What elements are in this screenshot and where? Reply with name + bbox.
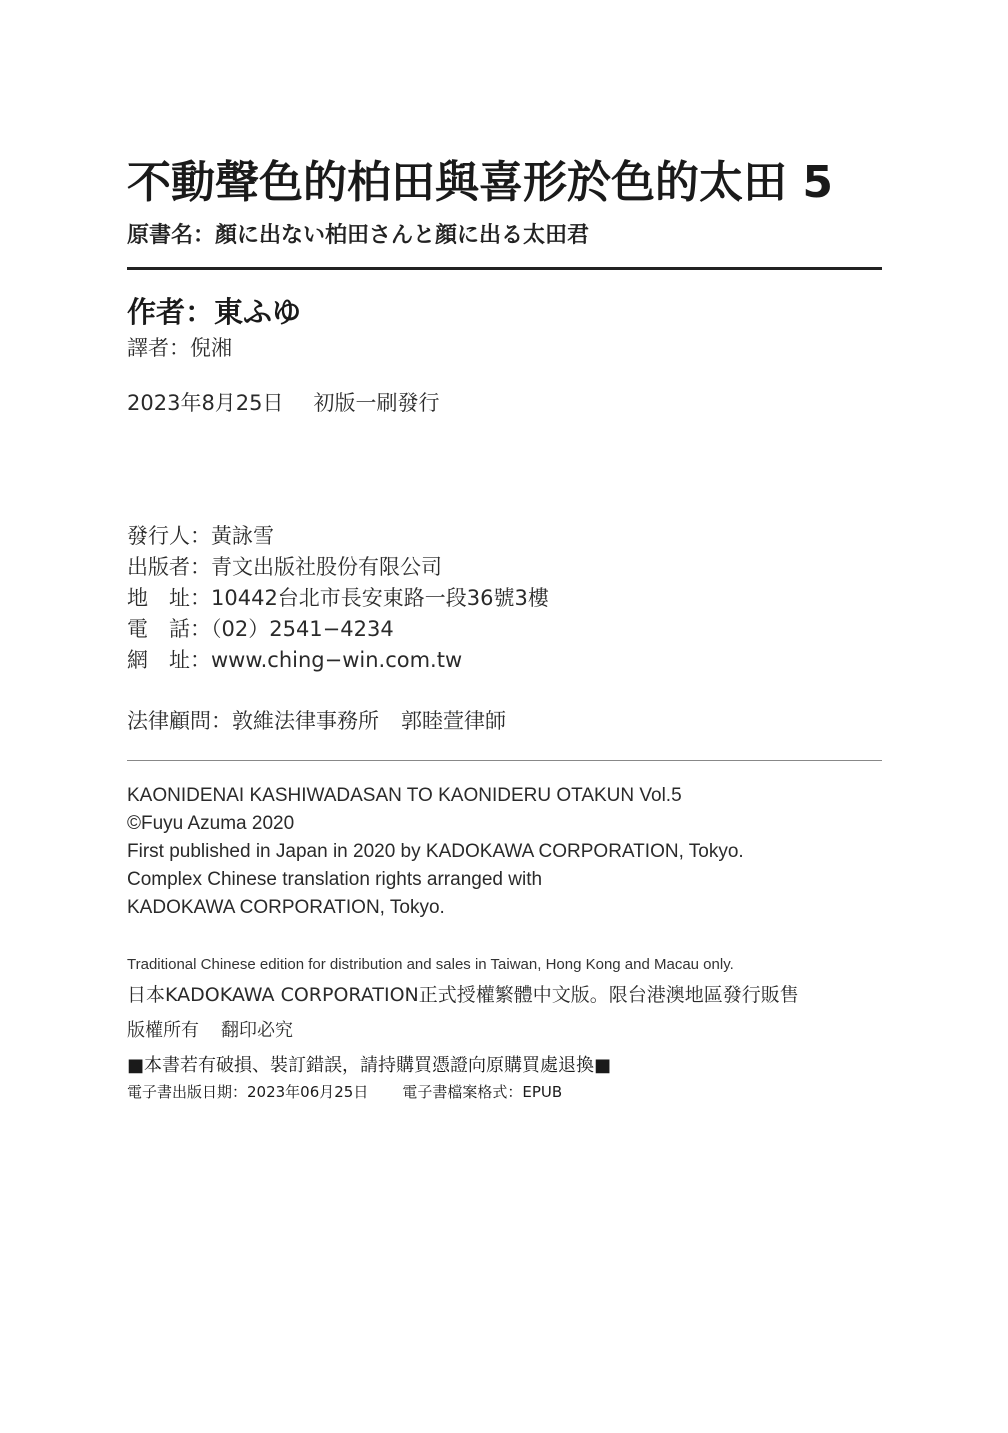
legal-advisor: 法律顧問：敦維法律事務所 [127, 709, 379, 733]
translation-rights-line: Complex Chinese translation rights arranged with [127, 869, 543, 890]
rights-line [127, 1016, 293, 1042]
english-title: KAONIDENAI KASHIWADASAN TO KAONIDERU OTAKUN Vol.5 [127, 785, 682, 806]
ebook-format: 電子書檔案格式：EPUB [402, 1083, 563, 1101]
publisher-website: 網 址：www.ching−win.com.tw [127, 648, 463, 672]
damage-notice: ■本書若有破損、裝訂錯誤，請持購買憑證向原購買處退換■ [127, 1055, 612, 1076]
distribution-note: Traditional Chinese edition for distribution and sales in Taiwan, Hong Kong and Macau only. [127, 956, 734, 973]
publish-date: 2023年8月25日 [127, 391, 284, 415]
publisher-company: 出版者：青文出版社股份有限公司 [127, 555, 442, 579]
book-title: 不動聲色的柏田與喜形於色的太田 5 [127, 157, 833, 208]
publisher-address: 地 址：10442台北市長安東路一段36號3樓 [127, 586, 549, 610]
translator-line: 譯者：倪湘 [127, 336, 232, 360]
no-reproduction: 翻印必究 [221, 1020, 293, 1041]
legal-advisor-line [127, 705, 506, 735]
rights-reserved: 版權所有 [127, 1020, 199, 1041]
colophon-page [127, 0, 882, 1433]
publication-line [127, 387, 440, 417]
lawyer-name: 郭睦萱律師 [401, 709, 506, 733]
rights-holder-line: KADOKAWA CORPORATION, Tokyo. [127, 897, 445, 918]
publisher-person: 發行人：黃詠雪 [127, 524, 274, 548]
ebook-info-line [127, 1081, 562, 1102]
copyright-line: ©Fuyu Azuma 2020 [127, 813, 295, 834]
original-title: 原書名：顏に出ない柏田さんと顔に出る太田君 [127, 223, 590, 248]
first-published-line: First published in Japan in 2020 by KADOKAWA CORPORATION, Tokyo. [127, 841, 744, 862]
title-divider [127, 267, 882, 270]
authorization-note: 日本KADOKAWA CORPORATION正式授權繁體中文版。限台港澳地區發行販售 [127, 984, 799, 1006]
section-divider [127, 760, 882, 761]
author-line: 作者：東ふゆ [127, 295, 302, 329]
ebook-date: 電子書出版日期：2023年06月25日 [127, 1083, 369, 1101]
edition-label: 初版一刷發行 [313, 391, 440, 415]
publisher-phone: 電 話：（02）2541−4234 [127, 617, 394, 641]
